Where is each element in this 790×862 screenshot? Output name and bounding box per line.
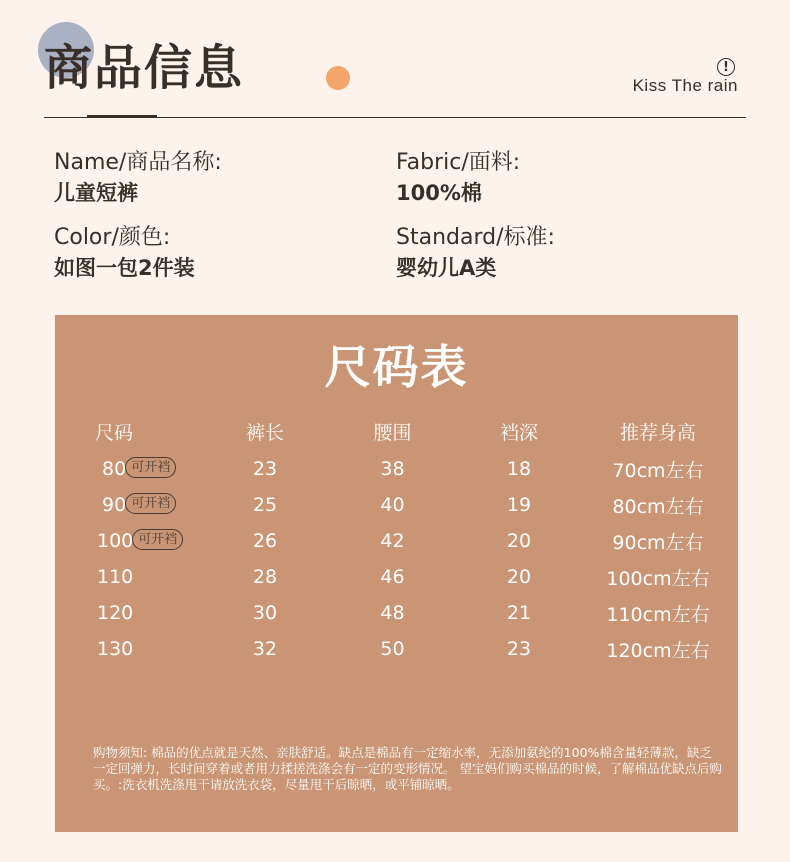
spec-label: Standard/标准: <box>396 225 555 250</box>
table-header-row <box>55 411 738 451</box>
cell-height: 120cm左右 <box>606 639 710 662</box>
cell-waist: 42 <box>380 530 405 552</box>
page-title: 商品信息 <box>44 40 245 96</box>
table-row <box>55 523 738 559</box>
size-chart-title: 尺码表 <box>324 340 469 394</box>
size-value: 90 <box>102 494 127 516</box>
spec-value: 100%棉 <box>396 181 482 205</box>
spec-fabric <box>396 148 520 208</box>
cell-length: 28 <box>252 566 278 588</box>
column-header-crotch: 裆深 <box>499 421 538 444</box>
cell-crotch: 19 <box>506 494 532 516</box>
cell-size <box>55 595 205 631</box>
size-value: 120 <box>97 602 134 624</box>
size-table <box>55 411 738 667</box>
cell-crotch: 21 <box>506 602 532 624</box>
cell-size <box>55 451 205 487</box>
cell-size <box>55 487 205 523</box>
purchase-notice: 购物须知: 棉品的优点就是天然、亲肤舒适。缺点是棉品有一定缩水率，无添加氨纶的100%棉含量轻薄款，缺乏一定回弹力，长时间穿着或者用力揉搓洗涤会有一定的变形情况。 望宝妈们购买棉品的时候，了解棉品优缺点后购买。:洗衣机洗涤甩干请放洗衣袋，尽量甩干后晾晒，或平铺晾晒。 <box>93 745 722 792</box>
cell-crotch: 20 <box>506 530 532 552</box>
table-row <box>55 487 738 523</box>
cell-waist: 40 <box>380 494 405 516</box>
spec-name <box>54 148 222 208</box>
table-row <box>55 595 738 631</box>
cell-height: 110cm左右 <box>606 603 710 626</box>
cell-waist: 48 <box>380 602 405 624</box>
cell-crotch: 20 <box>506 566 532 588</box>
size-value: 80 <box>102 458 127 480</box>
cell-waist: 50 <box>380 638 405 660</box>
open-crotch-badge: 可开裆 <box>125 457 176 478</box>
spec-value: 如图一包2件装 <box>54 256 195 280</box>
cell-height: 80cm左右 <box>612 495 704 518</box>
open-crotch-badge: 可开裆 <box>125 493 176 514</box>
spec-color <box>54 223 195 283</box>
table-row <box>55 451 738 487</box>
cell-height: 100cm左右 <box>606 567 710 590</box>
size-value: 130 <box>97 638 134 660</box>
spec-standard <box>396 223 555 283</box>
size-chart-panel <box>55 315 738 832</box>
open-crotch-badge: 可开裆 <box>132 529 183 550</box>
cell-length: 23 <box>252 458 278 480</box>
spec-label: Color/颜色: <box>54 225 171 250</box>
cell-size <box>55 631 205 667</box>
cell-crotch: 18 <box>506 458 532 480</box>
cell-length: 32 <box>252 638 278 660</box>
column-header-size: 尺码 <box>95 421 134 444</box>
header-divider-accent <box>87 115 157 118</box>
cell-length: 30 <box>252 602 278 624</box>
spec-value: 儿童短裤 <box>54 181 138 205</box>
cell-length: 26 <box>252 530 278 552</box>
spec-value: 婴幼儿A类 <box>396 256 497 280</box>
info-icon: ! <box>717 58 735 76</box>
column-header-height: 推荐身高 <box>619 421 696 444</box>
size-value: 110 <box>97 566 134 588</box>
cell-size <box>55 559 205 595</box>
column-header-length: 裤长 <box>245 421 284 444</box>
column-header-waist: 腰围 <box>373 421 412 444</box>
table-row <box>55 631 738 667</box>
cell-size <box>55 523 205 559</box>
brand-tagline: Kiss The rain <box>632 76 738 95</box>
cell-waist: 38 <box>380 458 405 480</box>
decorative-orange-dot <box>326 66 350 90</box>
cell-length: 25 <box>252 494 278 516</box>
table-row <box>55 559 738 595</box>
cell-waist: 46 <box>380 566 405 588</box>
size-value: 100 <box>97 530 134 552</box>
cell-crotch: 23 <box>506 638 532 660</box>
cell-height: 90cm左右 <box>612 531 704 554</box>
spec-label: Fabric/面料: <box>396 150 521 175</box>
spec-label: Name/商品名称: <box>54 150 222 175</box>
cell-height: 70cm左右 <box>612 459 704 482</box>
